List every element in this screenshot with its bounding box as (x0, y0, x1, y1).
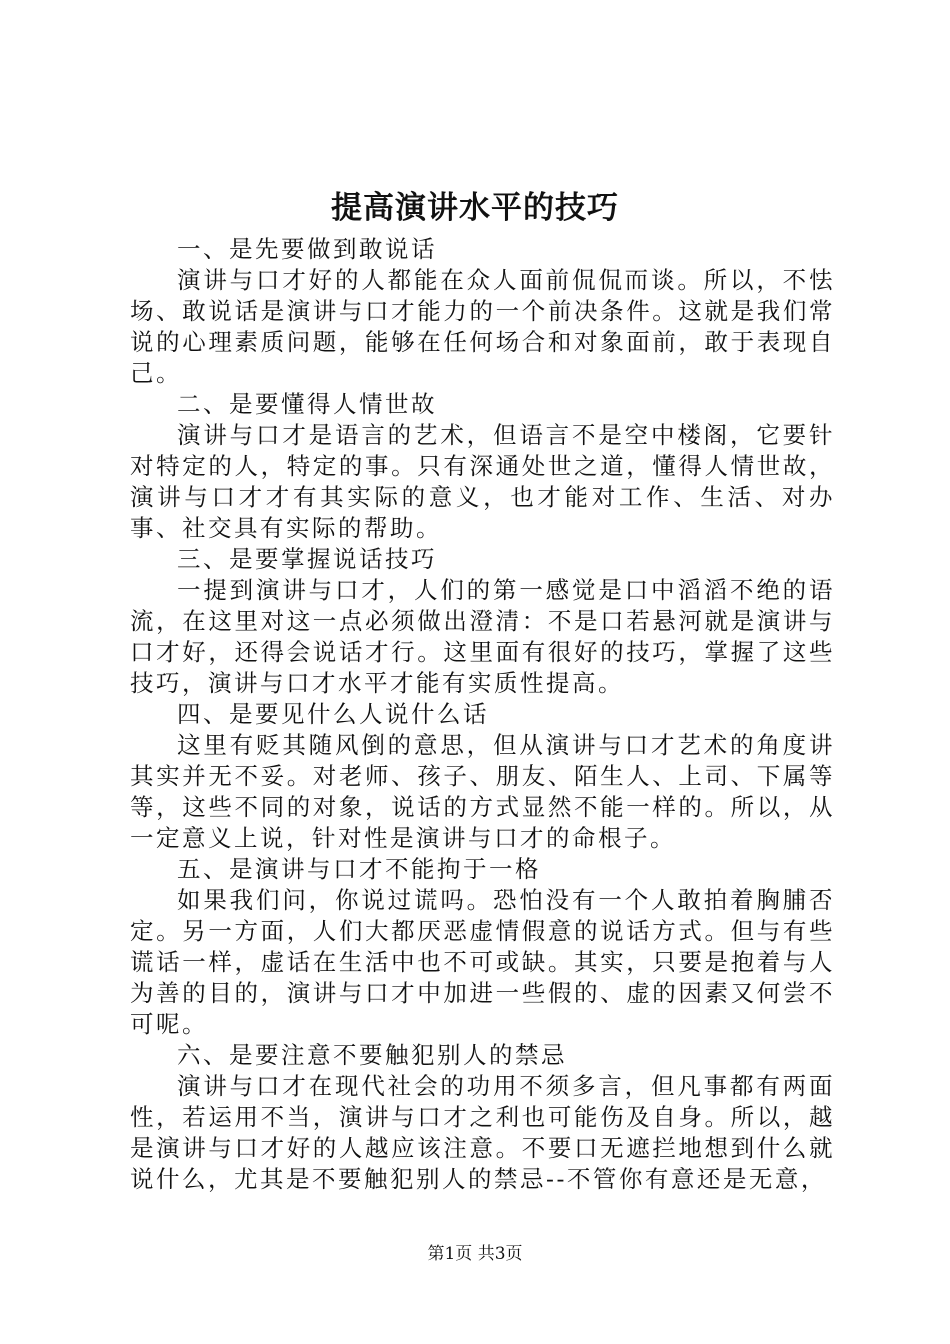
section-heading-4: 四、是要见什么人说什么话 (177, 700, 489, 728)
document-body (130, 234, 835, 1195)
section-heading-2: 二、是要懂得人情世故 (177, 390, 437, 418)
section-heading-6: 六、是要注意不要触犯别人的禁忌 (177, 1041, 567, 1069)
section-body-4: 这里有贬其随风倒的意思，但从演讲与口才艺术的角度讲其实并无不妥。对老师、孩子、朋友、陌生人、上司、下属等等，这些不同的对象，说话的方式显然不能一样的。所以，从一定意义上说，针对性是演讲与口才的命根子。 (130, 731, 835, 852)
section-body-5: 如果我们问，你说过谎吗。恐怕没有一个人敢拍着胸脯否定。另一方面，人们大都厌恶虚情假意的说话方式。但与有些谎话一样，虚话在生活中也不可或缺。其实，只要是抱着与人为善的目的，演讲与口才中加进一些假的、虚的因素又何尝不可呢。 (130, 886, 835, 1038)
section-body-2: 演讲与口才是语言的艺术，但语言不是空中楼阁，它要针对特定的人，特定的事。只有深通处世之道，懂得人情世故，演讲与口才才有其实际的意义，也才能对工作、生活、对办事、社交具有实际的帮助。 (130, 421, 835, 542)
document-title: 提高演讲水平的技巧 (331, 190, 619, 226)
section-body-3: 一提到演讲与口才，人们的第一感觉是口中滔滔不绝的语流，在这里对这一点必须做出澄清：不是口若悬河就是演讲与口才好，还得会说话才行。这里面有很好的技巧，掌握了这些技巧，演讲与口才水平才能有实质性提高。 (130, 576, 835, 697)
page-footer: 第1页 共3页 (427, 1244, 523, 1264)
section-heading-1: 一、是先要做到敢说话 (177, 235, 437, 263)
section-body-1: 演讲与口才好的人都能在众人面前侃侃而谈。所以，不怯场、敢说话是演讲与口才能力的一个前决条件。这就是我们常说的心理素质问题，能够在任何场合和对象面前，敢于表现自己。 (130, 266, 835, 387)
section-heading-3: 三、是要掌握说话技巧 (177, 545, 437, 573)
section-body-6: 演讲与口才在现代社会的功用不须多言，但凡事都有两面性，若运用不当，演讲与口才之利也可能伤及自身。所以，越是演讲与口才好的人越应该注意。不要口无遮拦地想到什么就说什么，尤其是不要触犯别人的禁忌--不管你有意还是无意， (130, 1072, 835, 1193)
section-heading-5: 五、是演讲与口才不能拘于一格 (177, 855, 541, 883)
